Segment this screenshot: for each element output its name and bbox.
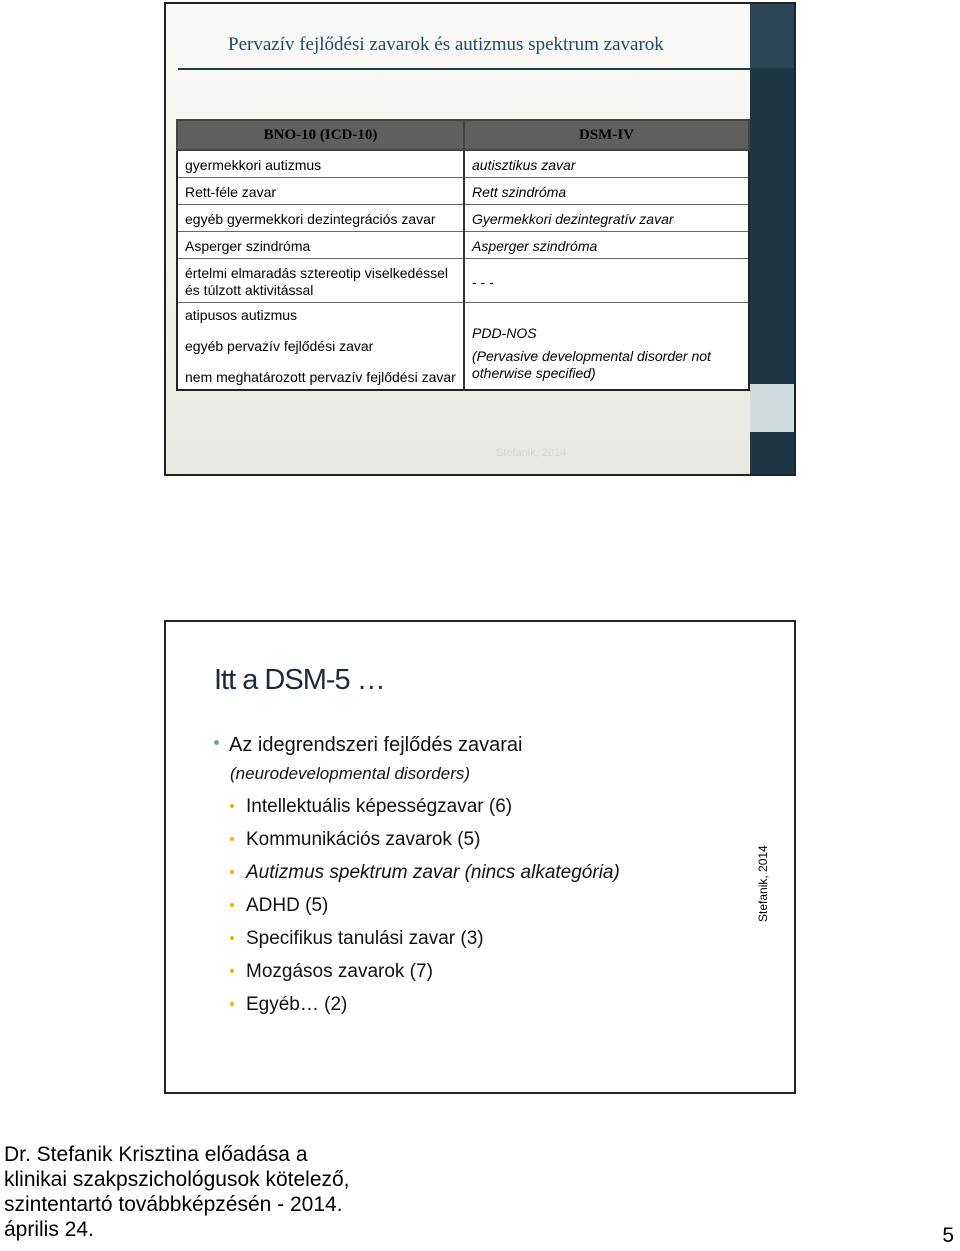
- table-cell: - - -: [464, 259, 749, 303]
- bullet-dot-icon: [230, 870, 234, 874]
- slide-title: Itt a DSM-5 …: [214, 664, 385, 696]
- table-cell: Gyermekkori dezintegratív zavar: [464, 205, 749, 232]
- footer-line: szintentartó továbbképzésén - 2014.: [4, 1193, 343, 1216]
- slide-title: Pervazív fejlődési zavarok és autizmus spektrum zavarok: [228, 34, 664, 55]
- column-header-icd10: BNO-10 (ICD-10): [177, 120, 464, 150]
- side-bar-segment: [750, 384, 794, 432]
- main-bullet: Az idegrendszeri fejlődés zavarai: [214, 734, 523, 757]
- list-item: Kommunikációs zavarok (5): [230, 827, 620, 860]
- pdd-nos-label: PDD-NOS: [472, 325, 537, 341]
- bullet-dot-icon: [230, 1002, 234, 1006]
- classification-table: [176, 119, 750, 391]
- slide-watermark: Stefanik, 2014: [496, 447, 567, 459]
- table-row: [177, 205, 749, 232]
- list-item: Autizmus spektrum zavar (nincs alkategória): [230, 860, 620, 893]
- table-row: [177, 232, 749, 259]
- slide-side-watermark: Stefanik, 2014: [756, 845, 770, 922]
- column-header-dsm4: DSM-IV: [464, 120, 749, 150]
- footer-line: klinikai szakpszichológusok kötelező,: [4, 1168, 350, 1191]
- list-item: ADHD (5): [230, 893, 620, 926]
- list-item: Mozgásos zavarok (7): [230, 959, 620, 992]
- bullet-dot-icon: [230, 837, 234, 841]
- pdd-nos-expansion: (Pervasive developmental disorder not otherwise specified): [472, 348, 711, 381]
- bullet-dot-icon: [230, 936, 234, 940]
- page-number: 5: [942, 1224, 954, 1247]
- table-cell: Asperger szindróma: [177, 232, 464, 259]
- table-cell: atipusos autizmus egyéb pervazív fejlődési zavar nem meghatározott pervazív fejlődési zavar: [177, 303, 464, 391]
- slide-2: [164, 620, 796, 1094]
- page-footer: [4, 1142, 350, 1242]
- table-cell: Rett szindróma: [464, 178, 749, 205]
- table-row: [177, 303, 749, 391]
- bullet-dot-icon: [230, 804, 234, 808]
- slide-1: [164, 2, 796, 476]
- footer-line: Dr. Stefanik Krisztina előadása a: [4, 1143, 308, 1166]
- table-cell: autisztikus zavar: [464, 150, 749, 178]
- slide-side-bar: [750, 4, 794, 474]
- bullet-dot-icon: [230, 969, 234, 973]
- side-bar-segment: [750, 4, 794, 68]
- table-row: [177, 150, 749, 178]
- table-row: [177, 178, 749, 205]
- table-cell: egyéb gyermekkori dezintegrációs zavar: [177, 205, 464, 232]
- table-cell: gyermekkori autizmus: [177, 150, 464, 178]
- main-bullet-subtitle: (neurodevelopmental disorders): [230, 764, 471, 783]
- table-cell: [464, 303, 749, 391]
- table-cell: Rett-féle zavar: [177, 178, 464, 205]
- title-rule: [178, 68, 750, 70]
- footer-line: április 24.: [4, 1218, 94, 1241]
- table-row: [177, 259, 749, 303]
- disorder-list: [230, 794, 620, 1025]
- list-item: Egyéb… (2): [230, 992, 620, 1025]
- list-item: Specifikus tanulási zavar (3): [230, 926, 620, 959]
- bullet-dot-icon: [214, 740, 219, 745]
- bullet-dot-icon: [230, 903, 234, 907]
- table-cell: értelmi elmaradás sztereotip viselkedéssel és túlzott aktivitással: [177, 259, 464, 303]
- list-item: Intellektuális képességzavar (6): [230, 794, 620, 827]
- table-cell: Asperger szindróma: [464, 232, 749, 259]
